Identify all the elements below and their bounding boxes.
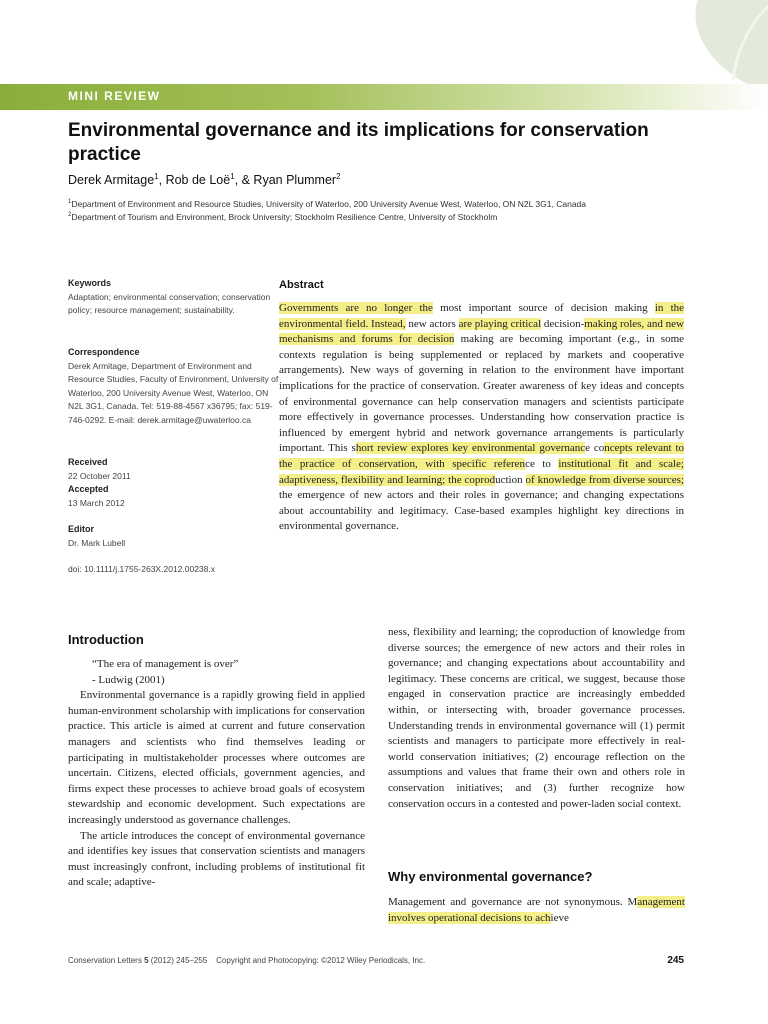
introduction-column xyxy=(68,657,365,891)
editor-name: Dr. Mark Lubell xyxy=(68,537,126,548)
abstract-segment: ce to xyxy=(525,457,559,470)
epigraph-quote: “The era of management is over” xyxy=(92,658,239,670)
abstract-segment: decision- xyxy=(541,317,585,330)
dates-block xyxy=(68,456,280,510)
accepted-heading: Accepted xyxy=(68,484,109,494)
editor-heading: Editor xyxy=(68,524,94,534)
why-governance-paragraph xyxy=(388,895,685,926)
abstract-segment-highlighted: of knowledge from diverse sources; xyxy=(525,473,684,486)
editor-block xyxy=(68,523,280,550)
abstract-segment: the emergence of new actors and their roles in governance; and changing expectations about accountability and legitimacy. Case-based examples highlight key directions in environmental governance. xyxy=(279,489,684,533)
keywords-text: Adaptation; environmental conservation; conservation policy; resource management; sustainability. xyxy=(68,291,271,315)
text-segment-highlighted: anagement involves operational decisions to ach xyxy=(388,896,685,924)
author-name: Rob de Loë xyxy=(165,173,231,188)
doi: doi: 10.1111/j.1755-263X.2012.00238.x xyxy=(68,564,215,574)
continued-paragraph: ness, flexibility and learning; the coproduction of knowledge from diverse sources; the emergence of new actors and their roles in governance; and changing expectations about accountability and legitimacy. These concerns are critical, we suggest, because those engaged in conservation practice are increasingly embedded within, or intersecting with, broader governance processes. Understanding trends in environmental governance will (1) permit scientists and managers to participate more effectively in real-world conservation initiatives; (2) encourage reflection on the assumptions and values that frame their own and others role in conservation initiatives; and (3) further recognize how conservation occurs in a contested and power-laden social context. xyxy=(388,626,685,810)
author-separator: , xyxy=(158,173,166,188)
correspondence-text: Derek Armitage, Department of Environment and Resource Studies, Faculty of Environment, University of Waterloo, 200 University Avenue West, Waterloo, ON N2L 3G1, Canada. Tel: 519-88-4567 x36795; fax: 519-746-0292. E-mail: derek.armitage@uwaterloo.ca xyxy=(68,360,279,425)
article-type-label: MINI REVIEW xyxy=(68,89,161,103)
text-segment: ieve xyxy=(550,911,569,924)
affiliation xyxy=(68,212,708,222)
correspondence-block xyxy=(68,346,280,427)
abstract-segment-highlighted: making roles, and new mechanisms and forums for decision xyxy=(279,317,684,346)
author-affil-mark: 2 xyxy=(336,172,341,181)
keywords-heading: Keywords xyxy=(68,278,112,288)
abstract-heading: Abstract xyxy=(279,279,324,291)
author-name: Derek Armitage xyxy=(68,173,155,188)
text-segment: Management and governance are not synonymous. M xyxy=(388,896,638,908)
journal-name: Conservation Letters xyxy=(68,956,142,965)
abstract-segment: new actors xyxy=(405,317,459,330)
page-number: 245 xyxy=(667,955,684,966)
introduction-paragraph: Environmental governance is a rapidly growing field in applied human-environment scholarship with implications for conservation practice. This article is aimed at current and future conservation managers and scientists who find themselves leading or participating in multistakeholder processes where outcomes are uncertain. Citizens, elected officials, government agencies, and firms expect these processes to achieve broad goals of ecosystem stewardship and economic development. Such expectations are increasingly understood as governance challenges. xyxy=(68,689,365,826)
author-separator: , & xyxy=(234,173,254,188)
affiliation-text: Department of Environment and Resource Studies, University of Waterloo, 200 University Avenue West, Waterloo, ON N2L 3G1, Canada xyxy=(71,199,586,209)
received-heading: Received xyxy=(68,457,108,467)
affiliation xyxy=(68,199,708,209)
journal-pages: (2012) 245–255 xyxy=(150,956,208,965)
abstract-segment: uction xyxy=(495,473,526,486)
epigraph-source: - Ludwig (2001) xyxy=(92,673,165,686)
why-governance-text xyxy=(388,895,685,926)
author-list xyxy=(68,172,341,187)
received-date: 22 October 2011 xyxy=(68,470,131,481)
author-affil-mark: 1 xyxy=(154,172,159,181)
author-name: Ryan Plummer xyxy=(253,173,337,188)
author-affil-mark: 1 xyxy=(230,172,235,181)
keywords-block xyxy=(68,277,280,318)
affiliation-mark: 1 xyxy=(68,199,72,206)
abstract-segment-highlighted: ncepts relevant to the practice of conservation, with specific referen xyxy=(279,442,684,470)
article-title: Environmental governance and its implications for conservation practice xyxy=(68,120,649,165)
article-type-banner xyxy=(0,84,768,110)
abstract-segment: making are becoming important (e.g., in some contexts regulation is being supplemented or replaced by markets and cooperative arrangements). New ways of governing in relation to the environment have important implications for the practice of conservation. Greater awareness of key ideas and concepts of environmental governance can help conservation managers and scientists participate more effectively in governance processes. Understanding how conservation practice is influenced by emergent hybrid and network governance arrangements is particularly important. This s xyxy=(279,333,685,455)
abstract-body xyxy=(279,301,684,535)
page-footer xyxy=(68,956,684,965)
affiliation-mark: 2 xyxy=(68,212,72,219)
abstract-segment-highlighted: hort review explores key environmental governanc xyxy=(355,442,586,455)
why-governance-heading: Why environmental governance? xyxy=(388,869,593,884)
introduction-paragraph: The article introduces the concept of environmental governance and identifies key issues that conservation scientists and managers must increasingly confront, including problems of institutional fit and scale; adaptive- xyxy=(68,829,365,889)
abstract-segment: e co xyxy=(585,442,605,455)
abstract-segment-highlighted: in the environmental field. Instead, xyxy=(279,302,685,330)
correspondence-heading: Correspondence xyxy=(68,347,140,357)
copyright-notice: Copyright and Photocopying: ©2012 Wiley Periodicals, Inc. xyxy=(216,956,426,965)
abstract-segment-highlighted: are playing critical xyxy=(458,317,542,330)
introduction-heading: Introduction xyxy=(68,632,144,647)
abstract-segment-highlighted: institutional fit and scale; adaptiveness, flexibility and learning; the coprod xyxy=(279,457,684,486)
abstract-segment: most important source of decision making xyxy=(432,302,655,314)
right-column-text xyxy=(388,625,685,812)
abstract-segment-highlighted: Governments are no longer the xyxy=(279,302,433,314)
journal-volume: 5 xyxy=(144,956,149,965)
accepted-date: 13 March 2012 xyxy=(68,497,125,508)
affiliation-text: Department of Tourism and Environment, Brock University; Stockholm Resilience Centre, University of Stockholm xyxy=(71,212,498,222)
